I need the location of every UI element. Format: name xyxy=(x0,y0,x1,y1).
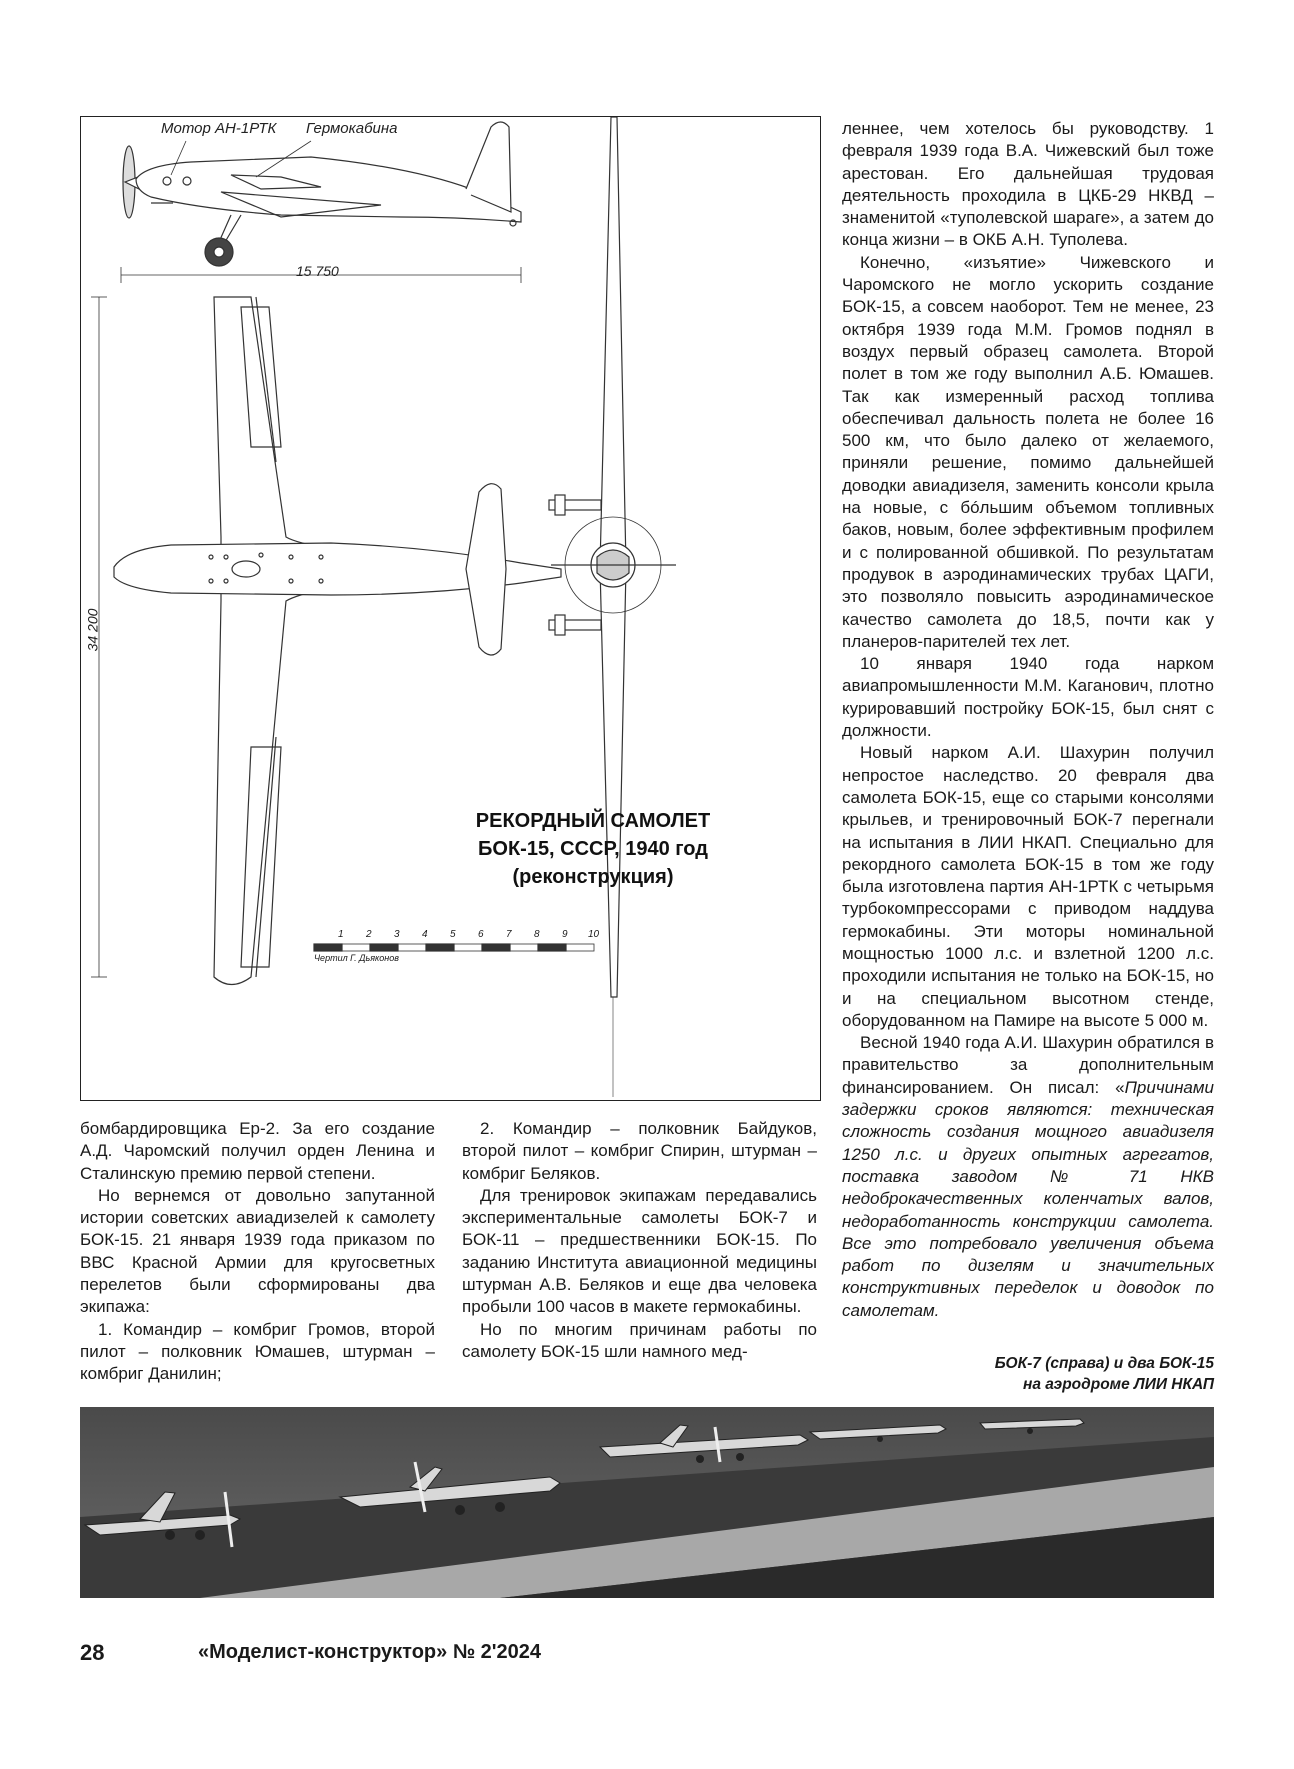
drawing-title-line: БОК-15, СССР, 1940 год xyxy=(478,838,708,860)
side-view xyxy=(121,122,521,283)
dimension-length: 15 750 xyxy=(296,263,339,279)
paragraph-with-quote xyxy=(842,1032,1214,1322)
scale-number: 9 xyxy=(562,929,568,940)
label-cabin: Гермокабина xyxy=(306,120,398,137)
scale-number: 2 xyxy=(366,929,372,940)
scale-number: 8 xyxy=(534,929,540,940)
caption-line: на аэродроме ЛИИ НКАП xyxy=(1022,1376,1214,1393)
scale-bar xyxy=(314,944,594,951)
drawing-frame xyxy=(80,116,821,1101)
right-column xyxy=(842,118,1214,1322)
drawing-title xyxy=(453,807,733,891)
paragraph: 10 января 1940 года нарком авиапромышленности М.М. Каганович, плотно курировавший постройку БОК-15, был снят с должности. xyxy=(842,654,1214,741)
middle-column xyxy=(462,1118,817,1363)
label-motor: Мотор АН-1РТК xyxy=(161,120,277,137)
paragraph: 2. Командир – полковник Байдуков, второй пилот – комбриг Спирин, штурман – комбриг Беляков. xyxy=(462,1119,817,1183)
scale-number: 1 xyxy=(338,929,344,940)
scale-number: 4 xyxy=(422,929,428,940)
scale-number: 10 xyxy=(588,929,600,940)
drawing-title-line: РЕКОРДНЫЙ САМОЛЕТ xyxy=(475,810,711,832)
airfield-photo xyxy=(80,1407,1214,1598)
paragraph: Конечно, «изъятие» Чижевского и Чаромского не могло ускорить создание БОК-15, а совсем наоборот. Тем не менее, 23 октября 1939 года М.М. Громов поднял в воздух первый образец самолета. Второй полет в том же году выполнил А.Б. Юмашев. Так как измеренный расход топлива обеспечивал дальность полета не более 16 500 км, что было далеко от желаемого, приняли решение, помимо дальнейшей доводки авиадизеля, заменить консоли крыла на новые, с бóльшим объемом топливных баков, новым, более эффективным профилем и с полированной обшивкой. По результатам продувок в аэродинамических трубах ЦАГИ, это позволяло повысить аэродинамическое качество самолета до 18,5, почти как у планеров-парителей тех лет. xyxy=(842,252,1214,651)
dimension-span: 34 200 xyxy=(84,608,101,652)
paragraph: Но по многим причинам работы по самолету БОК-15 шли намного мед- xyxy=(462,1319,817,1361)
paragraph-text: Весной 1940 года А.И. Шахурин обратился в правительство за дополнительным финансированием. Он писал: « xyxy=(842,1033,1214,1097)
scale-number: 6 xyxy=(478,929,484,940)
scale-number: 3 xyxy=(394,929,400,940)
paragraph: бомбардировщика Ер-2. За его создание А.Д. Чаромский получил орден Ленина и Сталинскую премию первой степени. xyxy=(80,1119,435,1183)
aircraft-drawing xyxy=(81,117,822,1102)
left-column xyxy=(80,1118,435,1386)
scale-author: Чертил Г. Дьяконов xyxy=(314,953,399,963)
paragraph: Новый нарком А.И. Шахурин получил непростое наследство. 20 февраля два самолета БОК-15, еще со старыми консолями крыльев, и тренировочный БОК-7 перегнали на испытания в ЛИИ НКАП. Специально для рекордного самолета БОК-15 в том же году была изготовлена партия АН-1РТК с четырьмя турбокомпрессорами с приводом наддува гермокабины. Эти моторы номинальной мощностью 1000 л.с. и взлетной 1200 л.с. проходили испытания не только на БОК-15, но и на специальном высотном стенде, оборудованном на Памире на высоте 5 000 м. xyxy=(842,743,1214,1030)
photo-image xyxy=(80,1407,1214,1598)
scale-number: 7 xyxy=(506,929,512,940)
paragraph: Но вернемся от довольно запутанной истории советских авиадизелей к самолету БОК-15. 21 января 1939 года приказом по ВВС Красной Армии для кругосветных перелетов были сформированы два экипажа: xyxy=(80,1185,435,1317)
magazine-title: «Моделист-конструктор» № 2'2024 xyxy=(198,1641,542,1663)
photo-caption xyxy=(914,1353,1214,1395)
scale-number: 5 xyxy=(450,929,456,940)
scale-numbers xyxy=(314,929,604,943)
paragraph: 1. Командир – комбриг Громов, второй пилот – полковник Юмашев, штурман – комбриг Данилин; xyxy=(80,1319,435,1384)
drawing-title-line: (реконструкция) xyxy=(512,866,674,888)
page-number: 28 xyxy=(80,1640,105,1665)
quote-text: Причинами задержки сроков являются: техническая сложность создания мощного авиадизеля 1250 л.с. и других опытных агрегатов, поставка заводом № 71 НКВ недоброкачественных коленчатых валов, недоработанность конструкции самолета. Все это потребовало увеличения объема работ по дизелям и значительных конструктивных переделок и доводок по самолетам. xyxy=(842,1077,1214,1320)
paragraph: леннее, чем хотелось бы руководству. 1 февраля 1939 года В.А. Чижевский был тоже арестован. Его дальнейшая трудовая деятельность проходила в ЦКБ-29 НКВД – знаменитой «туполевской шараге», а затем до конца жизни – в ОКБ А.Н. Туполева. xyxy=(842,119,1214,250)
caption-line: БОК-7 (справа) и два БОК-15 xyxy=(994,1355,1214,1372)
paragraph: Для тренировок экипажам передавались экспериментальные самолеты БОК-7 и БОК-11 – предшественники БОК-15. По заданию Института авиационной медицины штурман А.В. Беляков и еще два человека пробыли 100 часов в макете гермокабины. xyxy=(462,1185,817,1317)
